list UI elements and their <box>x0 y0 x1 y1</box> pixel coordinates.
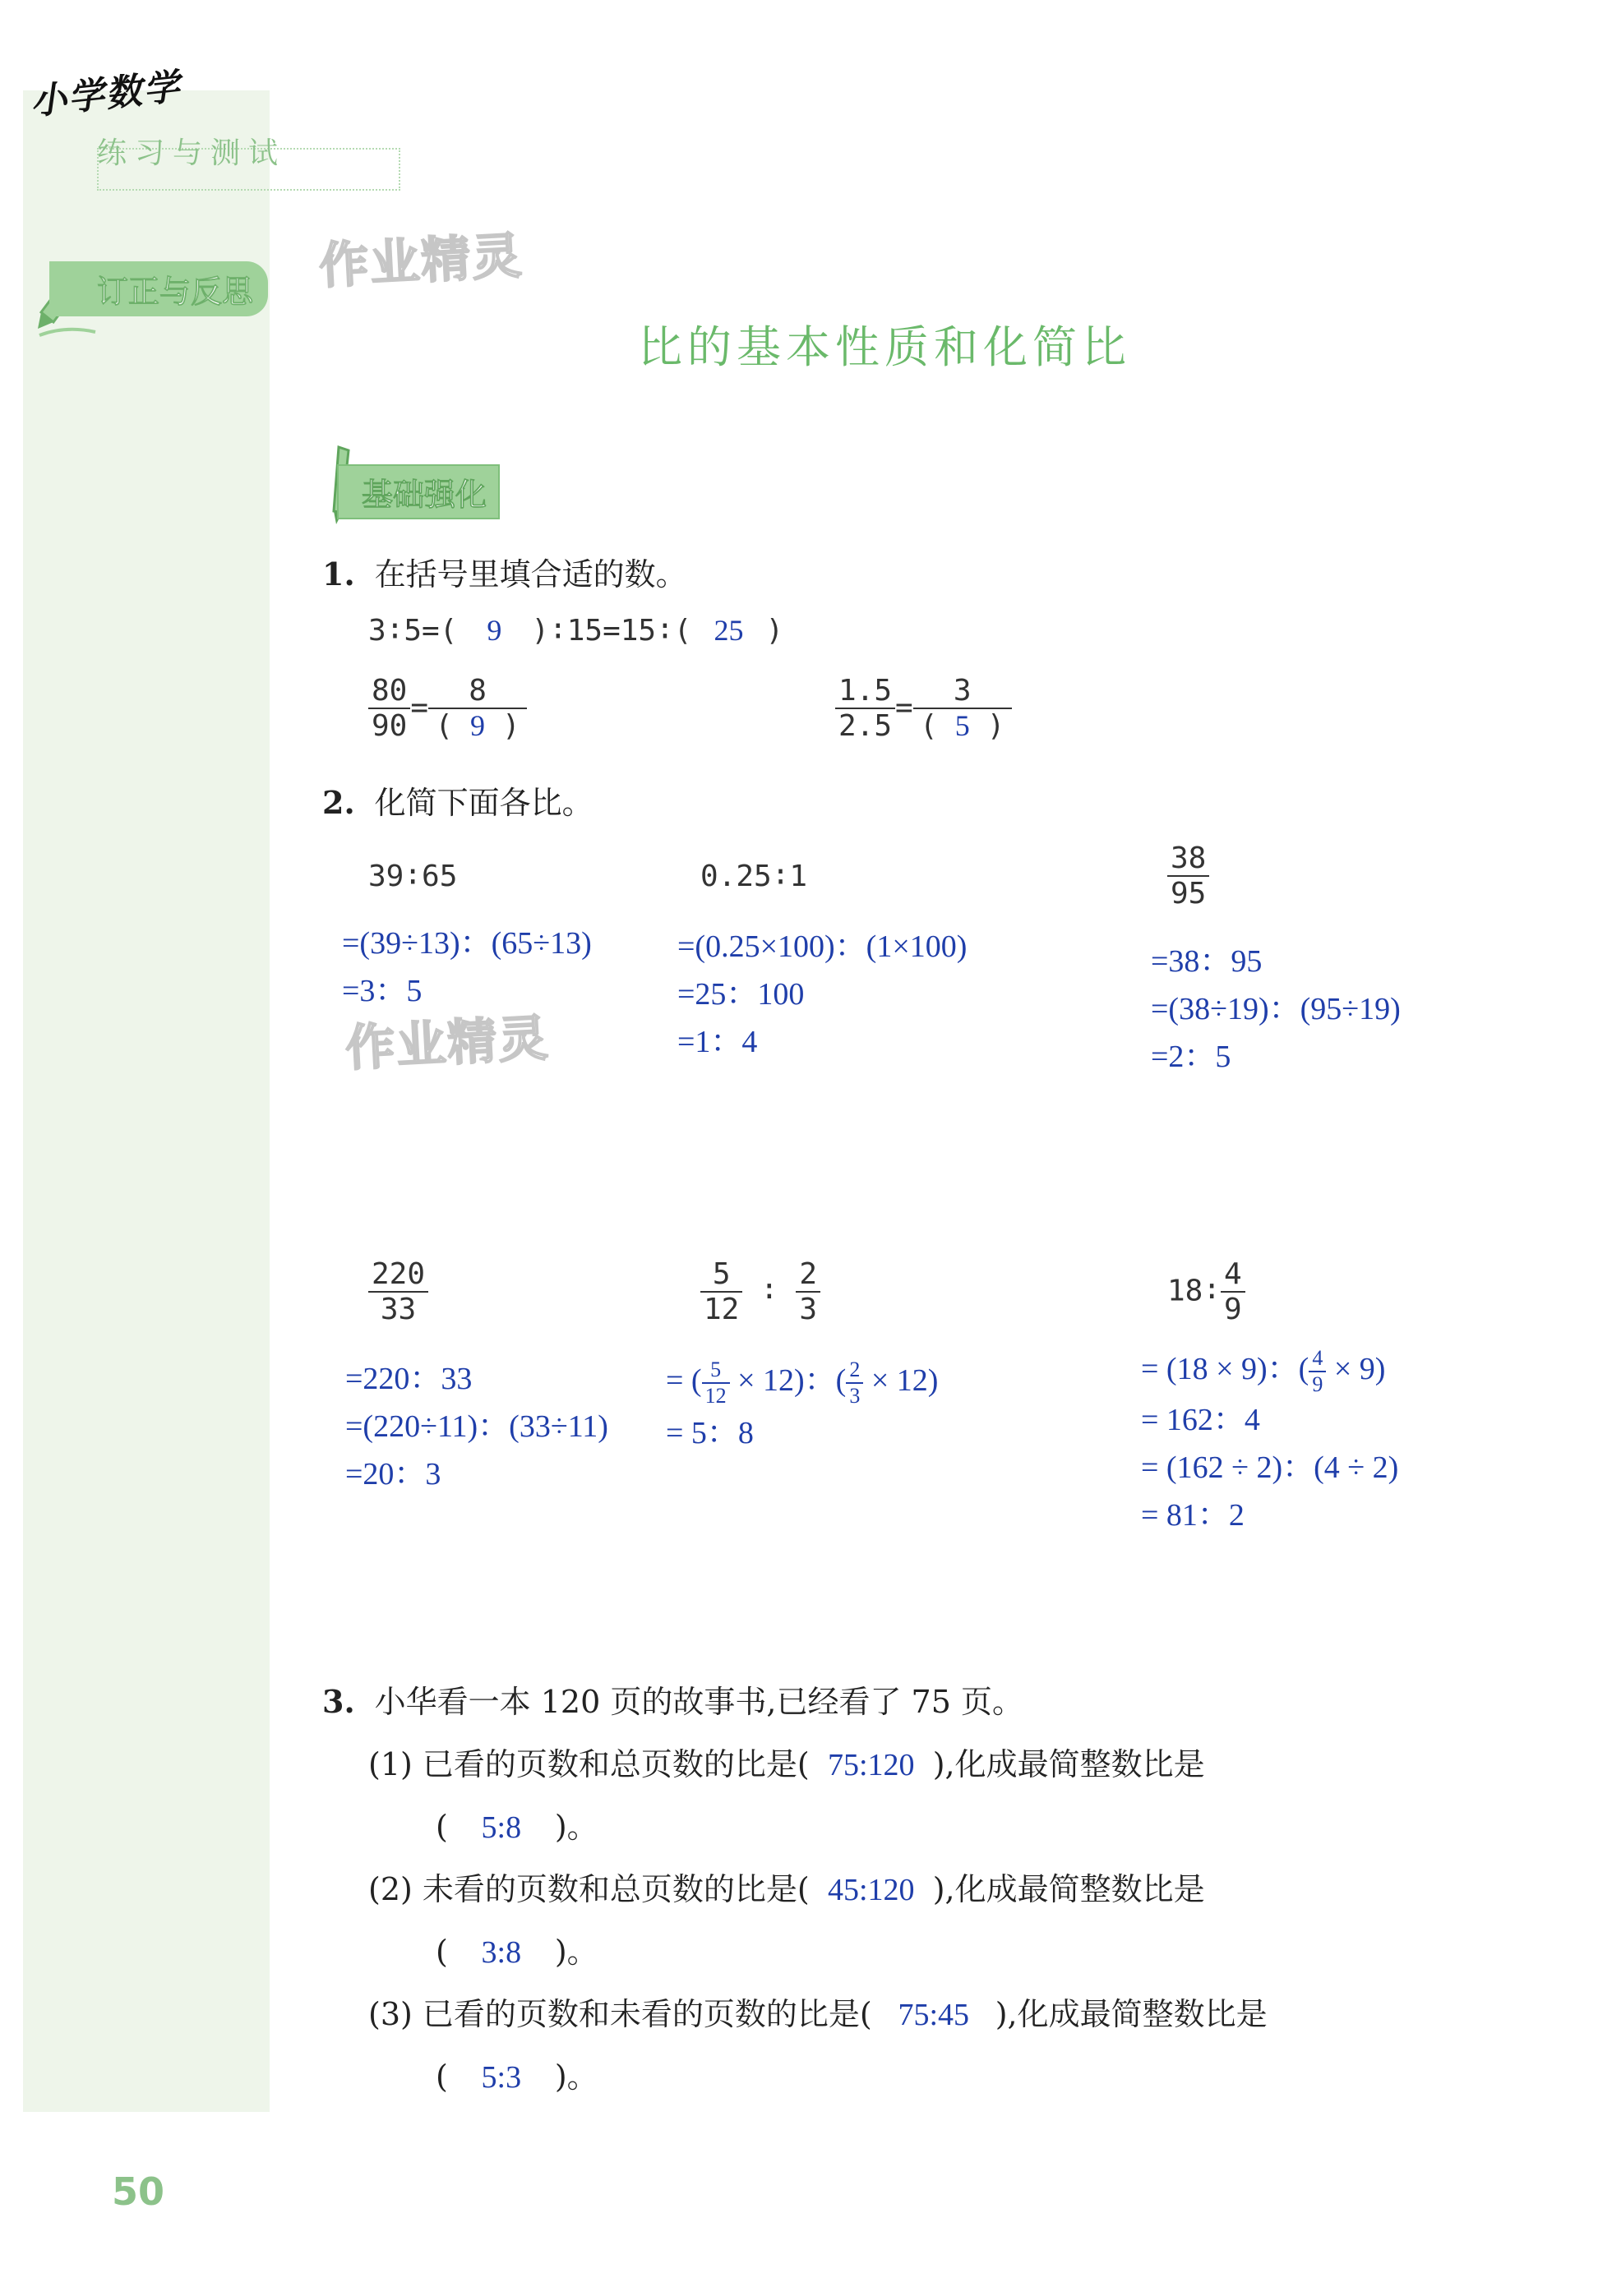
question-3 <box>322 1676 1023 1722</box>
item-text: (3) 已看的页数和未看的页数的比是( <box>368 1996 872 2032</box>
q3-item-2 <box>368 1864 1205 1909</box>
solution-step: =25：100 <box>677 977 805 1012</box>
denominator: 90 <box>372 709 408 744</box>
fraction <box>428 674 527 744</box>
denominator: 3 <box>799 1293 818 1327</box>
numerator: 1.5 <box>835 674 895 709</box>
paren: ( <box>436 1934 448 1970</box>
sidebar-margin <box>23 90 270 2112</box>
fraction <box>1221 1257 1245 1327</box>
solution-step: = 5：8 <box>666 1416 754 1450</box>
ratio-text: )∶15=15∶( <box>531 614 692 648</box>
answer-blank: 3:8 <box>481 1935 522 1970</box>
fraction <box>846 1358 863 1408</box>
paren: ( <box>436 1809 448 1845</box>
step-text: = (18 × 9)：( <box>1141 1352 1309 1386</box>
solution-step: =20：3 <box>345 1457 441 1491</box>
numerator: 8 <box>428 674 527 709</box>
solution-step: =38：95 <box>1151 944 1263 979</box>
denominator: 12 <box>704 1293 740 1327</box>
solution-step: = 81：2 <box>1141 1498 1245 1533</box>
item-text: ),化成最简整数比是 <box>932 1746 1205 1782</box>
ratio-text: 3∶5=( <box>368 614 458 648</box>
paren: )。 <box>554 2059 598 2095</box>
paren: )。 <box>554 1934 598 1970</box>
solution-step: =(0.25×100)：(1×100) <box>677 929 968 964</box>
q3-item-3-cont <box>436 2051 598 2096</box>
question-number: 3. <box>322 1683 355 1720</box>
numerator: 220 <box>368 1257 428 1293</box>
solution-step <box>1141 1343 1385 1397</box>
step-text: × 12)：( <box>729 1363 847 1398</box>
numerator: 38 <box>1167 841 1209 877</box>
question-1 <box>322 549 687 594</box>
colon: ∶ <box>760 1274 778 1308</box>
denominator: 33 <box>380 1293 417 1327</box>
problem-expression <box>1167 841 1209 911</box>
answer-blank: 5:3 <box>481 2060 522 2095</box>
paren: )。 <box>554 1809 598 1845</box>
fraction <box>835 674 895 744</box>
solution-step: =2：5 <box>1151 1040 1231 1074</box>
problem-expression <box>1167 1257 1245 1327</box>
paren: ( <box>435 709 454 744</box>
denominator: 95 <box>1171 877 1207 911</box>
q1-fraction-2 <box>835 674 1012 744</box>
fraction <box>368 1257 428 1327</box>
page-number: 50 <box>112 2169 165 2214</box>
step-text: × 12) <box>863 1363 939 1398</box>
question-prompt: 在括号里填合适的数。 <box>374 556 687 592</box>
numerator: 5 <box>702 1358 730 1384</box>
fraction <box>1167 841 1209 911</box>
watermark: 作业精灵 <box>317 227 524 296</box>
numerator: 80 <box>368 674 410 709</box>
fraction <box>913 674 1012 744</box>
item-text: (2) 未看的页数和总页数的比是( <box>368 1871 810 1907</box>
denominator: 2.5 <box>838 709 893 744</box>
expression-text: 18∶ <box>1167 1274 1222 1308</box>
question-number: 1. <box>322 556 355 592</box>
numerator: 4 <box>1309 1346 1326 1372</box>
q3-item-3 <box>368 1989 1268 2034</box>
numerator: 4 <box>1221 1257 1245 1293</box>
equals-sign: = <box>410 690 429 725</box>
fraction <box>702 1358 730 1408</box>
page-title: 比的基本性质和化简比 <box>638 321 1131 373</box>
problem-expression: 39∶65 <box>368 860 458 893</box>
denominator <box>428 709 527 743</box>
answer-blank: 9 <box>487 614 502 647</box>
answer-blank: 75:120 <box>827 1748 915 1782</box>
answer-blank: 9 <box>470 709 486 743</box>
question-prompt: 化简下面各比。 <box>374 785 593 821</box>
solution-step: = 162：4 <box>1141 1403 1260 1437</box>
question-2 <box>322 777 593 823</box>
solution-step: =3：5 <box>342 974 423 1008</box>
q1-ratio-line <box>368 613 783 648</box>
problem-expression <box>700 1257 820 1327</box>
item-text: ),化成最简整数比是 <box>995 1996 1268 2032</box>
step-text: × 9) <box>1326 1352 1386 1386</box>
solution-step <box>666 1354 938 1408</box>
step-text: = ( <box>666 1363 702 1398</box>
q3-item-2-cont <box>436 1926 598 1971</box>
answer-blank: 5:8 <box>481 1810 522 1845</box>
denominator <box>913 709 1012 743</box>
section-tag: 基础强化 <box>337 464 500 519</box>
answer-blank: 75:45 <box>898 1998 970 2032</box>
numerator: 3 <box>913 674 1012 709</box>
watermark: 作业精灵 <box>344 1009 551 1078</box>
fraction <box>796 1257 820 1327</box>
denominator: 9 <box>1224 1293 1242 1327</box>
equals-sign: = <box>895 690 913 725</box>
sidebar-label: 订正与反思 <box>49 261 268 316</box>
item-text: (1) 已看的页数和总页数的比是( <box>368 1746 810 1782</box>
answer-blank: 25 <box>714 614 744 647</box>
answer-blank: 5 <box>954 709 970 743</box>
fraction <box>368 674 410 744</box>
fraction <box>1309 1346 1326 1397</box>
question-prompt: 小华看一本 120 页的故事书,已经看了 75 页。 <box>374 1684 1023 1720</box>
q3-item-1-cont <box>436 1801 598 1846</box>
numerator: 2 <box>796 1257 820 1293</box>
fraction <box>700 1257 742 1327</box>
book-title: 小学数学 <box>28 66 183 124</box>
answer-blank: 45:120 <box>827 1873 915 1907</box>
paren: ( <box>436 2059 448 2095</box>
solution-step: =(220÷11)：(33÷11) <box>345 1409 608 1444</box>
ratio-text: ) <box>765 614 784 648</box>
paren: ) <box>502 709 520 744</box>
solution-step: =1：4 <box>677 1025 758 1059</box>
paren: ) <box>986 709 1005 744</box>
q1-fraction-1 <box>368 674 527 744</box>
paren: ( <box>920 709 938 744</box>
solution-step: =(39÷13)：(65÷13) <box>342 926 592 961</box>
question-number: 2. <box>322 784 355 821</box>
solution-step: =220：33 <box>345 1362 473 1396</box>
problem-expression <box>368 1257 428 1327</box>
q3-item-1 <box>368 1739 1205 1784</box>
book-subtitle: 练习与测试 <box>97 136 287 170</box>
denominator: 12 <box>704 1384 727 1408</box>
solution-step: = (162 ÷ 2)：(4 ÷ 2) <box>1141 1450 1399 1485</box>
denominator: 9 <box>1312 1372 1323 1397</box>
numerator: 5 <box>700 1257 742 1293</box>
denominator: 3 <box>849 1384 861 1408</box>
item-text: ),化成最简整数比是 <box>932 1871 1205 1907</box>
problem-expression: 0.25∶1 <box>700 860 808 893</box>
numerator: 2 <box>846 1358 863 1384</box>
solution-step: =(38÷19)：(95÷19) <box>1151 992 1401 1026</box>
